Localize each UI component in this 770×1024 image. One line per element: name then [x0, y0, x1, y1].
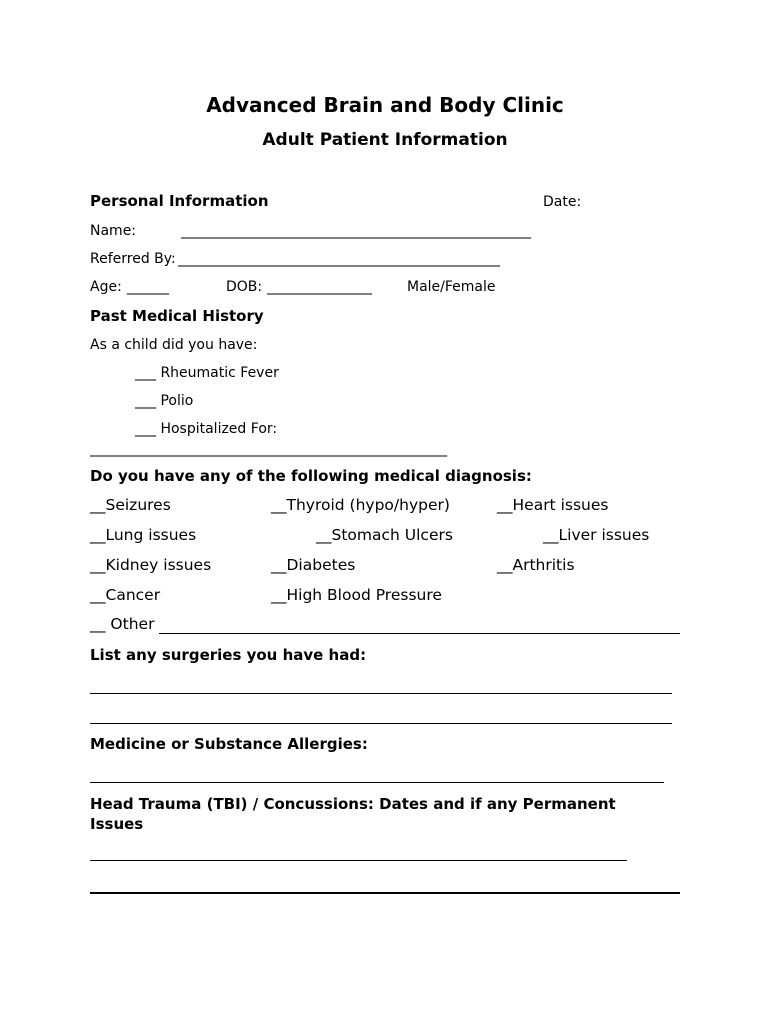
age-field[interactable]: ______ — [127, 279, 169, 295]
history-item[interactable]: ___ Rheumatic Fever — [135, 365, 279, 381]
form-title: Adult Patient Information — [262, 130, 508, 150]
clinic-title: Advanced Brain and Body Clinic — [206, 93, 564, 117]
history-item[interactable]: ___ Hospitalized For: — [135, 421, 278, 437]
diagnosis-item[interactable]: __Diabetes — [271, 556, 356, 574]
sex-field[interactable]: Male/Female — [407, 279, 496, 295]
diagnosis-item[interactable]: __Heart issues — [497, 496, 609, 514]
surgeries-heading: List any surgeries you have had: — [90, 646, 367, 664]
other-label: __ Other — [90, 615, 155, 633]
trauma-heading-continued: Issues — [90, 815, 144, 833]
diagnosis-item[interactable]: __Arthritis — [497, 556, 575, 574]
diagnosis-item[interactable]: __Cancer — [90, 586, 161, 604]
name-label: Name: — [90, 223, 137, 239]
allergies-heading: Medicine or Substance Allergies: — [90, 735, 368, 753]
personal-info-heading: Personal Information — [90, 192, 269, 210]
diagnosis-item[interactable]: __Thyroid (hypo/hyper) — [271, 496, 450, 514]
surgeries-field-1[interactable] — [90, 693, 672, 694]
trauma-field[interactable] — [90, 860, 627, 861]
hospitalized-for-field[interactable]: ___________________________________________________ — [90, 441, 447, 457]
surgeries-field-2[interactable] — [90, 723, 672, 724]
dob-label: DOB: — [226, 279, 263, 295]
child-question: As a child did you have: — [90, 337, 258, 353]
history-item[interactable]: ___ Polio — [135, 393, 194, 409]
referred-by-field[interactable]: ______________________________________________ — [178, 251, 500, 267]
name-field[interactable]: __________________________________________________ — [181, 223, 531, 239]
date-label: Date: — [543, 194, 582, 210]
diagnosis-item[interactable]: __Liver issues — [543, 526, 650, 544]
referred-by-label: Referred By: — [90, 251, 176, 267]
diagnosis-item[interactable]: __Kidney issues — [90, 556, 212, 574]
diagnosis-item[interactable]: __Seizures — [90, 496, 171, 514]
diagnosis-heading: Do you have any of the following medical diagnosis: — [90, 467, 532, 485]
past-history-heading: Past Medical History — [90, 307, 264, 325]
age-label: Age: — [90, 279, 122, 295]
allergies-field[interactable] — [90, 782, 664, 783]
section-divider — [90, 892, 680, 894]
trauma-heading: Head Trauma (TBI) / Concussions: Dates and if any Permanent — [90, 795, 616, 813]
diagnosis-item[interactable]: __High Blood Pressure — [271, 586, 442, 604]
other-field[interactable] — [159, 633, 680, 634]
diagnosis-item[interactable]: __Lung issues — [90, 526, 197, 544]
diagnosis-item[interactable]: __Stomach Ulcers — [316, 526, 453, 544]
dob-field[interactable]: _______________ — [267, 279, 372, 295]
